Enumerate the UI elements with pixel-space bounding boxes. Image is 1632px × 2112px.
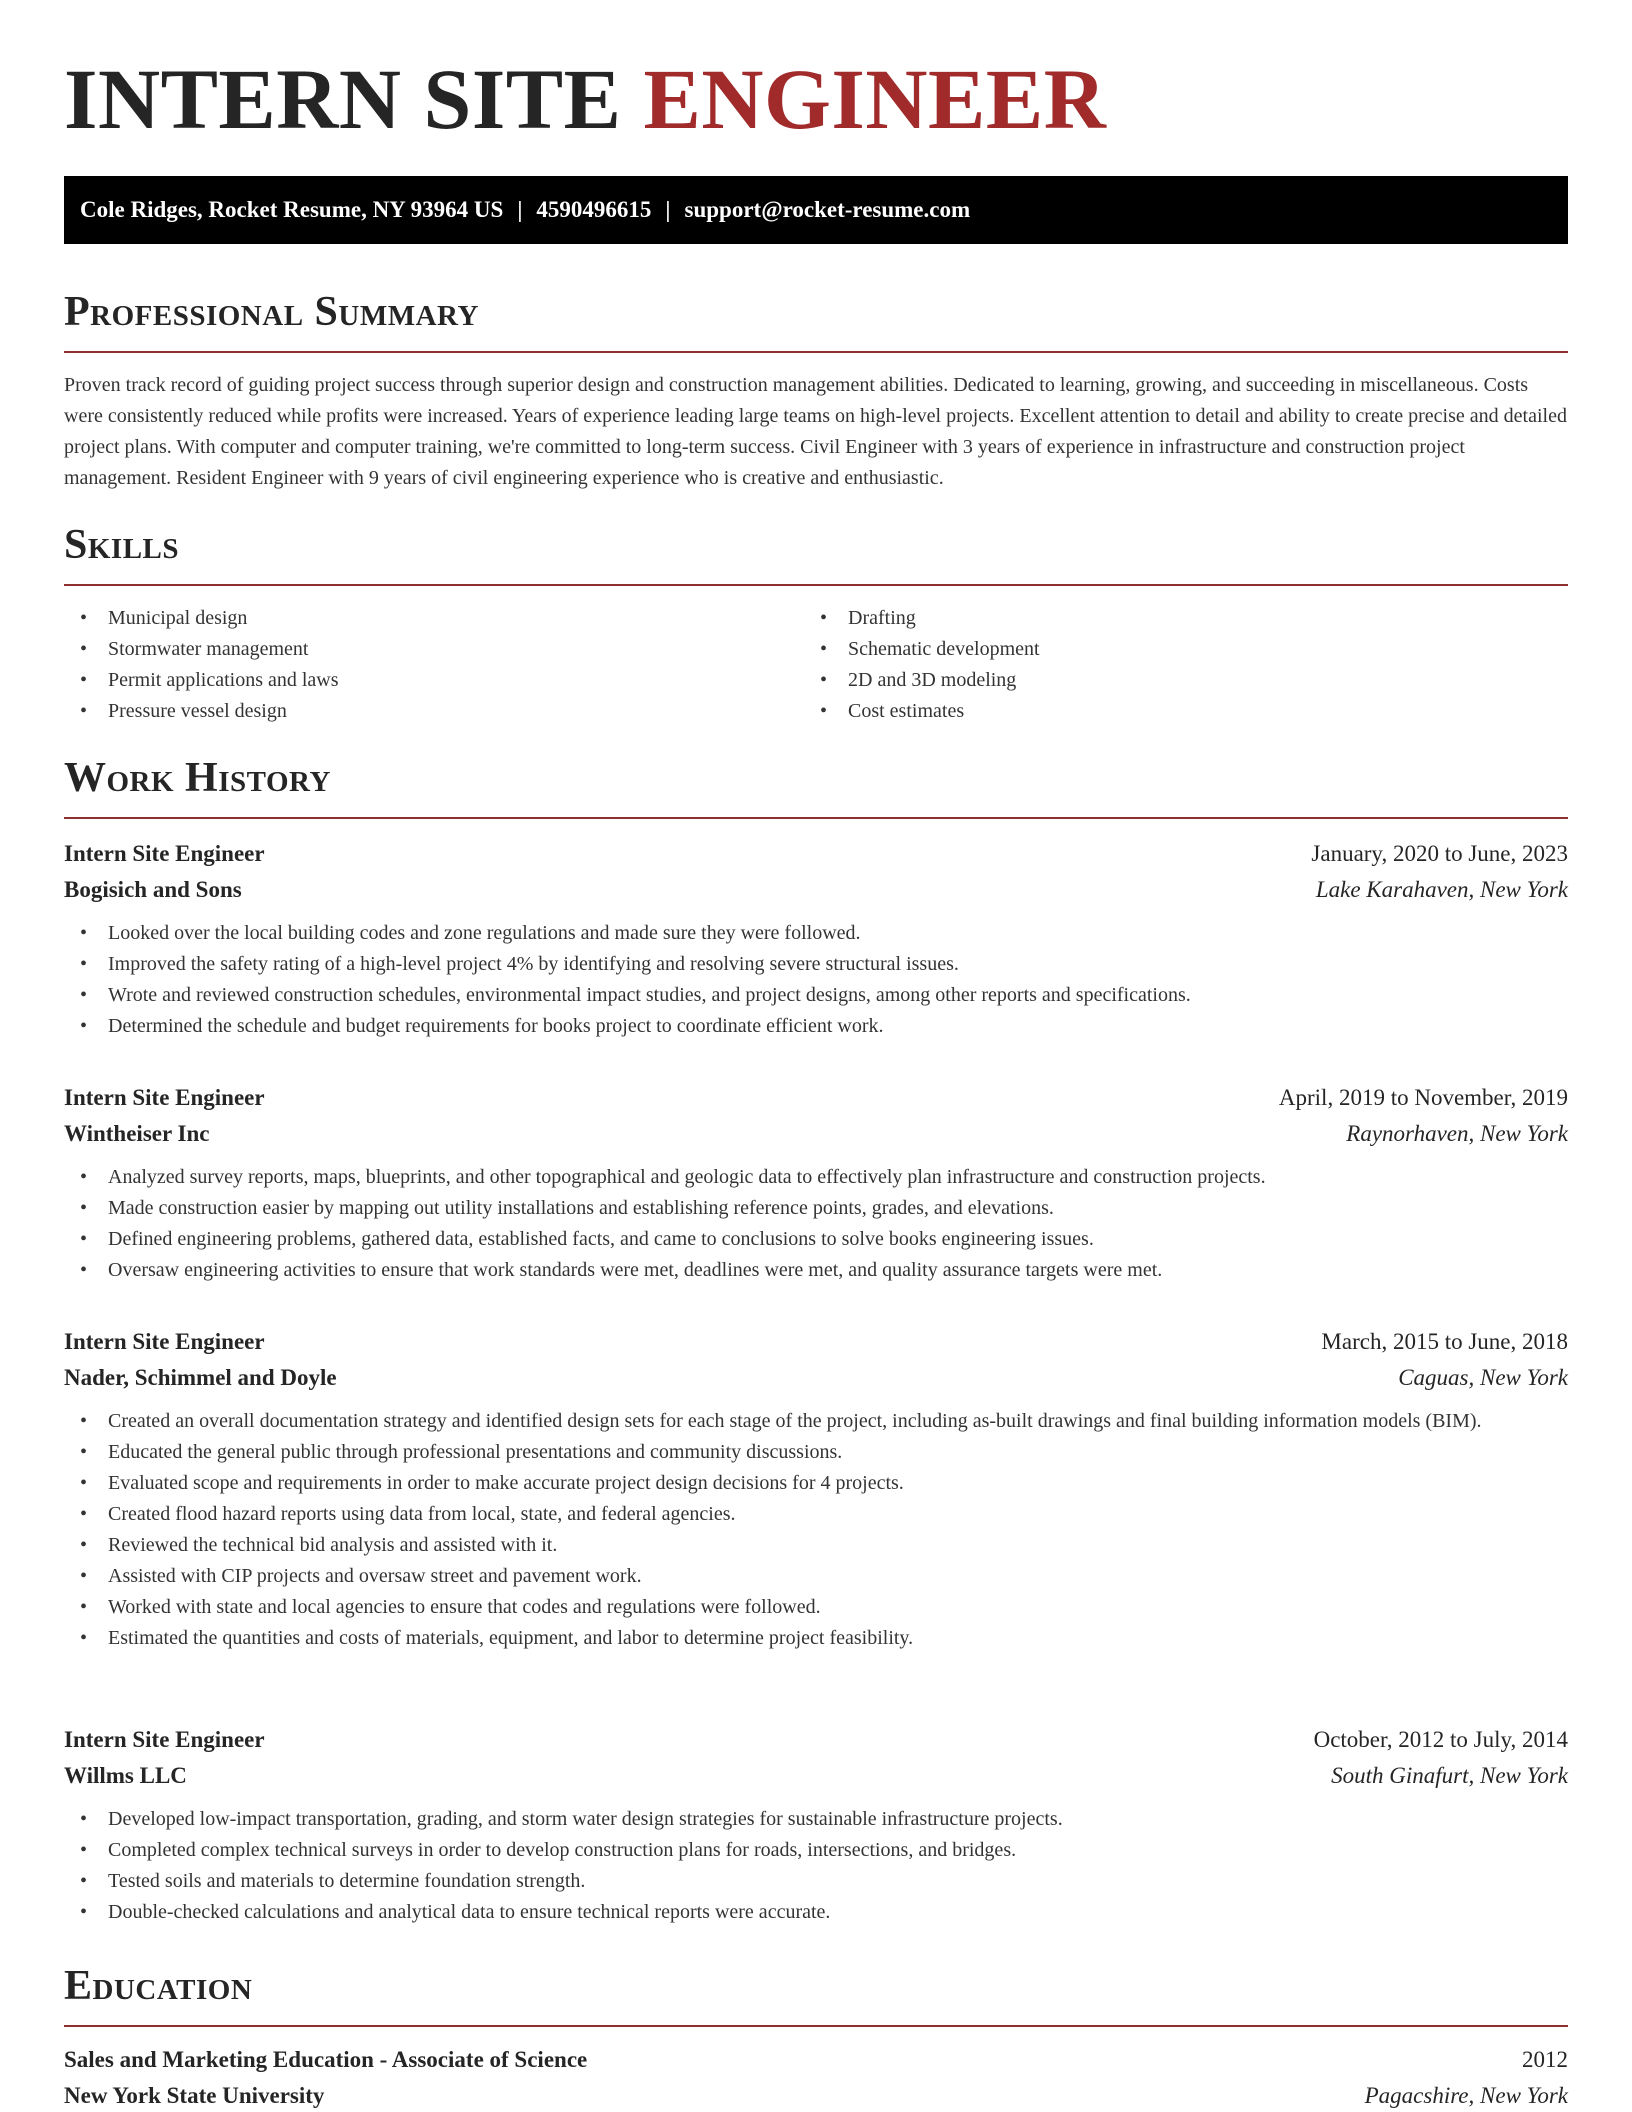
job-bullets [64,918,1568,1042]
skill-item: • Cost estimates [804,696,1504,727]
job-title: Intern Site Engineer [64,1085,265,1110]
job-dates: March, 2015 to June, 2018 [1321,1329,1568,1354]
job-company-row [64,1758,1568,1794]
education-degree-row [64,2042,1568,2078]
job-bullet: • Looked over the local building codes and zone regulations and made sure they were followed. [64,918,1568,949]
job-entry [64,1722,1568,1928]
skills-list-right [804,603,1504,727]
job-bullet: • Reviewed the technical bid analysis and assisted with it. [64,1530,1568,1561]
contact-address: Cole Ridges, Rocket Resume, NY 93964 US [80,197,504,222]
contact-phone: 4590496615 [536,197,652,222]
job-bullet: • Wrote and reviewed construction schedules, environmental impact studies, and project designs, among other reports and specifications. [64,980,1568,1011]
job-bullet: • Estimated the quantities and costs of materials, equipment, and labor to determine project feasibility. [64,1623,1568,1654]
job-location: Caguas, New York [1398,1365,1568,1390]
job-bullet: • Evaluated scope and requirements in order to make accurate project design decisions for 4 projects. [64,1468,1568,1499]
job-title: Intern Site Engineer [64,1329,265,1354]
job-entry [64,1080,1568,1286]
summary-heading: Professional Summary [64,289,479,335]
skill-item: • 2D and 3D modeling [804,665,1504,696]
education-location: Pagacshire, New York [1364,2083,1568,2108]
job-company: Wintheiser Inc [64,1121,210,1146]
job-bullet: • Improved the safety rating of a high-level project 4% by identifying and resolving severe structural issues. [64,949,1568,980]
job-location: Raynorhaven, New York [1346,1121,1568,1146]
education-section-header [64,1965,1568,2027]
job-bullet: • Tested soils and materials to determine foundation strength. [64,1866,1568,1897]
job-bullet: • Assisted with CIP projects and oversaw street and pavement work. [64,1561,1568,1592]
skill-item: • Schematic development [804,634,1504,665]
education-heading: Education [64,1963,253,2009]
job-company: Bogisich and Sons [64,877,242,902]
title-accent: ENGINEER [643,51,1107,147]
job-bullet: • Oversaw engineering activities to ensure that work standards were met, deadlines were met, and quality assurance targets were met. [64,1255,1568,1286]
job-company-row [64,872,1568,908]
work-section-header [64,757,1568,819]
job-dates: January, 2020 to June, 2023 [1311,841,1568,866]
contact-email: support@rocket-resume.com [684,197,971,222]
job-bullet: • Determined the schedule and budget requirements for books project to coordinate efficient work. [64,1011,1568,1042]
title-main: INTERN SITE [64,51,622,147]
job-title-row [64,1080,1568,1116]
skills-heading: Skills [64,522,180,568]
skill-item: • Pressure vessel design [64,696,764,727]
job-bullet: • Analyzed survey reports, maps, blueprints, and other topographical and geologic data to effectively plan infrastructure and construction projects. [64,1162,1568,1193]
job-title: Intern Site Engineer [64,1727,265,1752]
job-bullet: • Completed complex technical surveys in order to develop construction plans for roads, intersections, and bridges. [64,1835,1568,1866]
job-location: South Ginafurt, New York [1331,1763,1568,1788]
job-bullets [64,1162,1568,1286]
job-bullet: • Made construction easier by mapping out utility installations and establishing reference points, grades, and elevations. [64,1193,1568,1224]
skills-list-left [64,603,764,727]
job-bullet: • Created an overall documentation strategy and identified design sets for each stage of the project, including as-built drawings and final building information models (BIM). [64,1406,1568,1437]
education-entry [64,2042,1568,2112]
job-bullet: • Worked with state and local agencies to ensure that codes and regulations were followed. [64,1592,1568,1623]
skills-section-header [64,524,1568,586]
job-title-row [64,836,1568,872]
contact-bar [64,176,1568,244]
job-entry [64,836,1568,1042]
job-bullet: • Developed low-impact transportation, grading, and storm water design strategies for sustainable infrastructure projects. [64,1804,1568,1835]
job-entry [64,1324,1568,1654]
education-year: 2012 [1522,2047,1568,2072]
contact-separator: | [665,197,671,222]
contact-separator: | [517,197,523,222]
job-title-row [64,1722,1568,1758]
job-bullets [64,1804,1568,1928]
job-bullet: • Double-checked calculations and analytical data to ensure technical reports were accurate. [64,1897,1568,1928]
job-company-row [64,1360,1568,1396]
job-company: Nader, Schimmel and Doyle [64,1365,337,1390]
skill-item: • Municipal design [64,603,764,634]
job-dates: April, 2019 to November, 2019 [1278,1085,1568,1110]
education-school: New York State University [64,2083,325,2108]
job-company-row [64,1116,1568,1152]
summary-section-header [64,291,1568,353]
job-bullet: • Defined engineering problems, gathered data, established facts, and came to conclusions to solve books engineering issues. [64,1224,1568,1255]
job-bullet: • Educated the general public through professional presentations and community discussions. [64,1437,1568,1468]
work-heading: Work History [64,755,331,801]
job-company: Willms LLC [64,1763,187,1788]
job-title: Intern Site Engineer [64,841,265,866]
job-title-row [64,1324,1568,1360]
summary-text: Proven track record of guiding project success through superior design and construction management abilities. Dedicated to learning, growing, and succeeding in miscellaneous. Costs were consistently reduced while profits were increased. Years of experience leading large teams on high-level projects. Excellent attention to detail and ability to create precise and detailed project plans. With computer and computer training, we're committed to long-term success. Civil Engineer with 3 years of experience in infrastructure and construction project management. Resident Engineer with 9 years of civil engineering experience who is creative and enthusiastic. [64,374,1567,489]
job-dates: October, 2012 to July, 2014 [1313,1727,1568,1752]
education-degree: Sales and Marketing Education - Associate of Science [64,2047,588,2072]
education-school-row [64,2078,1568,2112]
job-bullet: • Created flood hazard reports using data from local, state, and federal agencies. [64,1499,1568,1530]
job-location: Lake Karahaven, New York [1315,877,1568,902]
job-bullets [64,1406,1568,1654]
skill-item: • Stormwater management [64,634,764,665]
skill-item: • Permit applications and laws [64,665,764,696]
skill-item: • Drafting [804,603,1504,634]
resume-title [64,51,1107,147]
